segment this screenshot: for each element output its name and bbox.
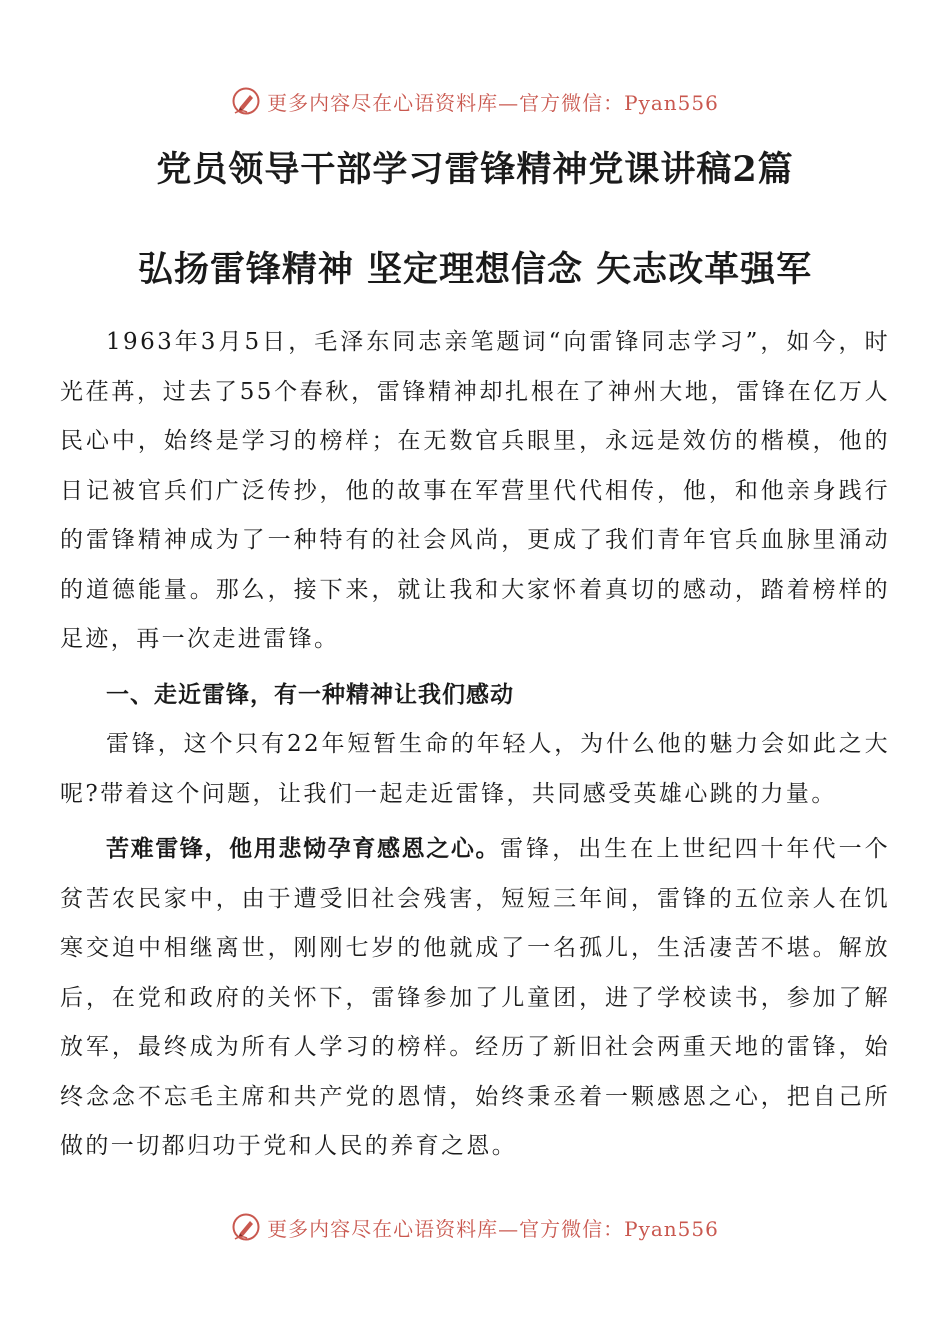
section-intro-paragraph: 雷锋，这个只有22年短暂生命的年轻人，为什么他的魅力会如此之大呢?带着这个问题，让我们一起走近雷锋，共同感受英雄心跳的力量。 xyxy=(60,731,890,807)
document-subtitle: 弘扬雷锋精神 坚定理想信念 矢志改革强军 xyxy=(137,249,813,290)
watermark-footer xyxy=(0,1212,950,1242)
point-lead: 苦难雷锋，他用悲恸孕育感恩之心。 xyxy=(106,836,501,862)
pen-logo-icon xyxy=(231,1212,261,1242)
document-title: 党员领导干部学习雷锋精神党课讲稿2篇 xyxy=(156,149,794,190)
point-paragraph xyxy=(60,825,890,1172)
watermark-text: 更多内容尽在心语资料库—官方微信：Pyan556 xyxy=(267,90,719,115)
intro-paragraph: 1963年3月5日，毛泽东同志亲笔题词“向雷锋同志学习”，如今，时光荏苒，过去了55个春秋，雷锋精神却扎根在了神州大地，雷锋在亿万人民心中，始终是学习的榜样；在无数官兵眼里，永远是效仿的楷模，他的日记被官兵们广泛传抄，他的故事在军营里代代相传，他，和他亲身践行的雷锋精神成为了一种特有的社会风尚，更成了我们青年官兵血脉里涌动的道德能量。那么，接下来，就让我和大家怀着真切的感动，踏着榜样的足迹，再一次走进雷锋。 xyxy=(60,329,890,652)
watermark-header xyxy=(0,86,950,116)
point-body: 雷锋，出生在上世纪四十年代一个贫苦农民家中，由于遭受旧社会残害，短短三年间，雷锋的五位亲人在饥寒交迫中相继离世，刚刚七岁的他就成了一名孤儿，生活凄苦不堪。解放后，在党和政府的关怀下，雷锋参加了儿童团，进了学校读书，参加了解放军，最终成为所有人学习的榜样。经历了新旧社会两重天地的雷锋，始终念念不忘毛主席和共产党的恩情，始终秉丞着一颗感恩之心，把自己所做的一切都归功于党和人民的养育之恩。 xyxy=(60,836,891,1159)
document-body xyxy=(60,318,890,1172)
pen-logo-icon xyxy=(231,86,261,116)
section-heading: 一、走近雷锋，有一种精神让我们感动 xyxy=(106,681,514,708)
watermark-text: 更多内容尽在心语资料库—官方微信：Pyan556 xyxy=(267,1216,719,1241)
